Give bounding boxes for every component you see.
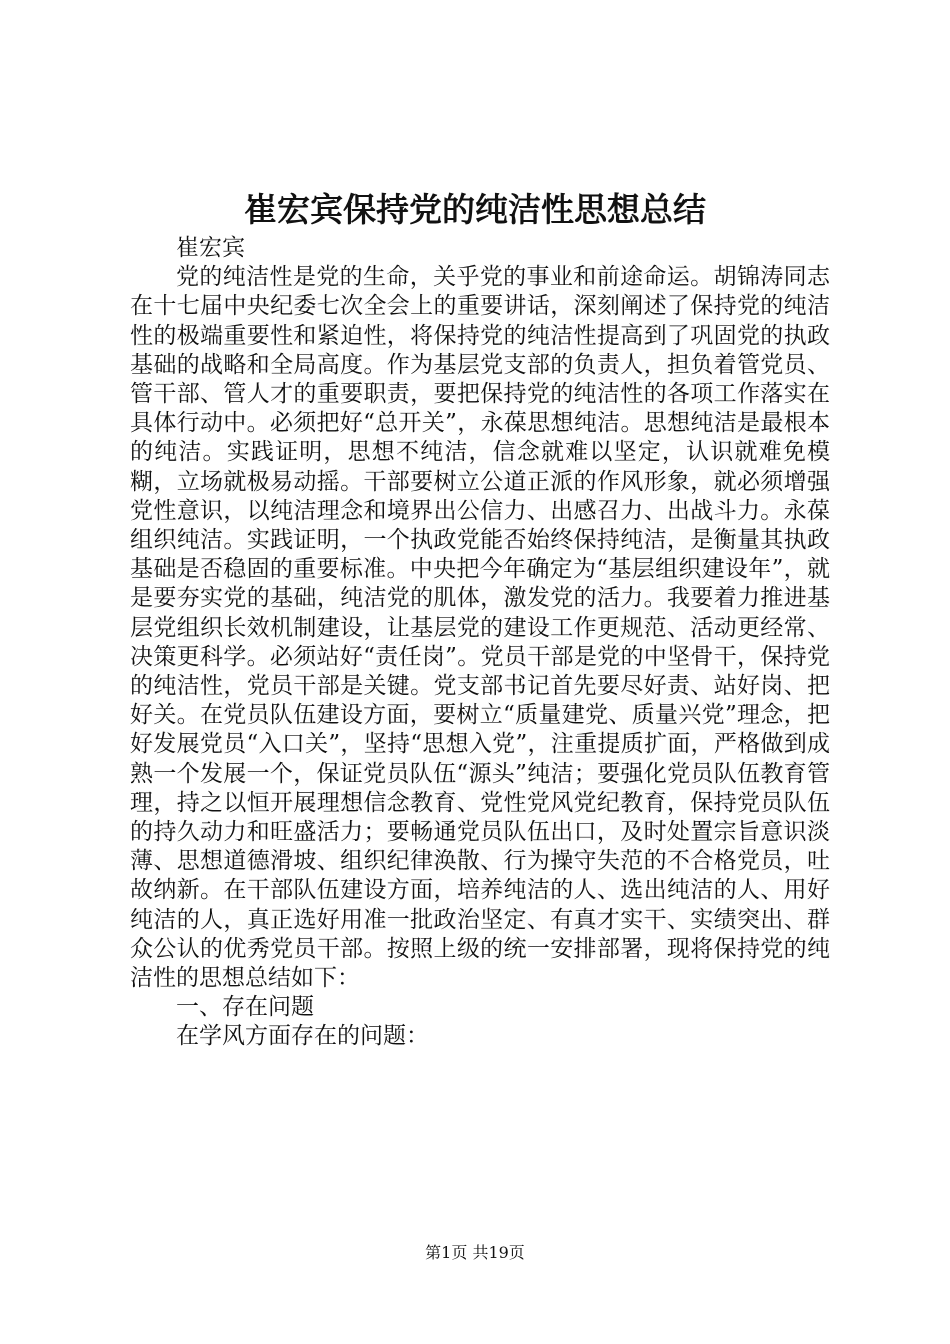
- section-heading: 一、存在问题: [176, 994, 314, 1021]
- author-line: 崔宏宾: [176, 235, 245, 261]
- body-paragraph: 党的纯洁性是党的生命，关乎党的事业和前途命运。胡锦涛同志在十七届中央纪委七次全会上的重要讲话，深刻阐述了保持党的纯洁性的极端重要性和紧迫性，将保持党的纯洁性提高到了巩固党的执政基础的战略和全局高度。作为基层党支部的负责人，担负着管党员、管干部、管人才的重要职责，要把保持党的纯洁性的各项工作落实在具体行动中。必须把好“总开关”，永葆思想纯洁。思想纯洁是最根本的纯洁。实践证明，思想不纯洁，信念就难以坚定，认识就难免模糊，立场就极易动摇。干部要树立公道正派的作风形象，就必须增强党性意识，以纯洁理念和境界出公信力、出感召力、出战斗力。永葆组织纯洁。实践证明，一个执政党能否始终保持纯洁，是衡量其执政基础是否稳固的重要标准。中央把今年确定为“基层组织建设年”，就是要夯实党的基础，纯洁党的肌体，激发党的活力。我要着力推进基层党组织长效机制建设，让基层党的建设工作更规范、活动更经常、决策更科学。必须站好“责任岗”。党员干部是党的中坚骨干，保持党的纯洁性，党员干部是关键。党支部书记首先要尽好责、站好岗、把好关。在党员队伍建设方面，要树立“质量建党、质量兴党”理念，把好发展党员“入口关”，坚持“思想入党”，注重提质扩面，严格做到成熟一个发展一个，保证党员队伍“源头”纯洁；要强化党员队伍教育管理，持之以恒开展理想信念教育、党性党风党纪教育，保持党员队伍的持久动力和旺盛活力；要畅通党员队伍出口，及时处置宗旨意识淡薄、思想道德滑坡、组织纪律涣散、行为操守失范的不合格党员，吐故纳新。在干部队伍建设方面，培养纯洁的人、选出纯洁的人、用好纯洁的人，真正选好用准一批政治坚定、有真才实干、实绩突出、群众公认的优秀党员干部。按照上级的统一安排部署，现将保持党的纯洁性的思想总结如下：: [130, 264, 830, 992]
- document-body: [130, 234, 830, 1052]
- document-title: 崔宏宾保持党的纯洁性思想总结: [244, 190, 706, 229]
- body-paragraph: 在学风方面存在的问题：: [176, 1023, 429, 1050]
- page-number-footer: 第1页 共19页: [425, 1243, 525, 1262]
